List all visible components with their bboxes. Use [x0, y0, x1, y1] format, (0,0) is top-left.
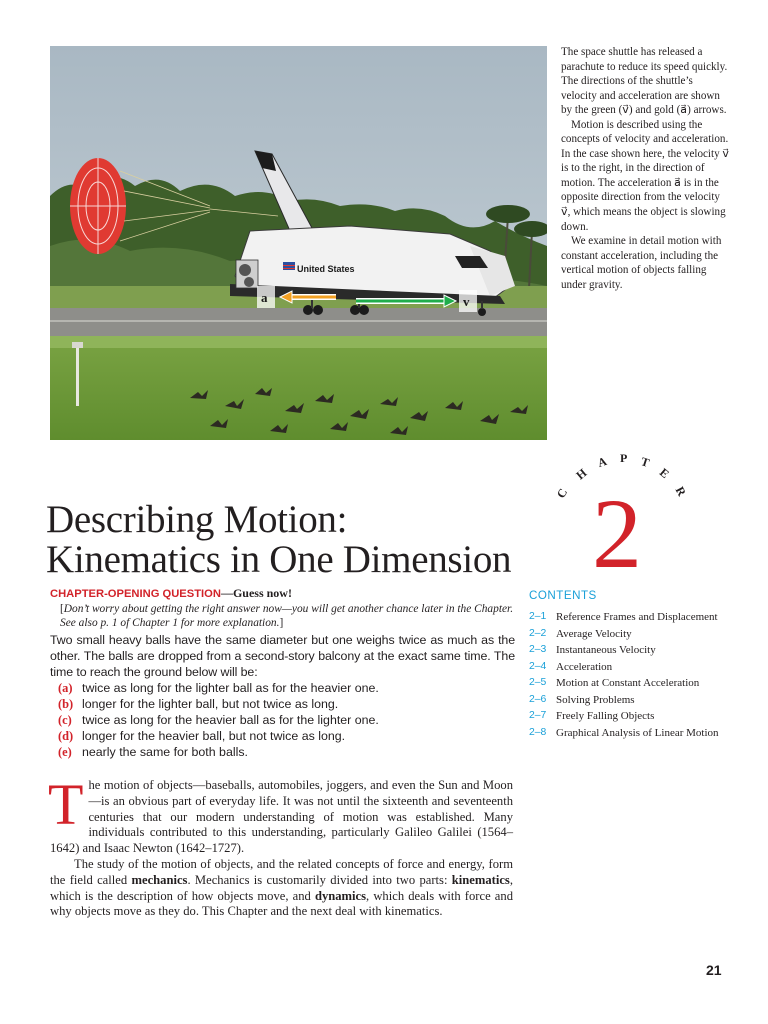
term-kinematics: kinematics [451, 872, 510, 887]
chapter-letter: P [620, 451, 628, 465]
toc-number: 2–5 [529, 677, 547, 688]
option-label: (d) [58, 729, 74, 743]
toc-number: 2–6 [529, 693, 547, 705]
orbiter-lettering: United States [297, 264, 355, 274]
chapter-letter: R [672, 484, 689, 499]
toc-item[interactable] [529, 661, 729, 674]
question-option [50, 696, 515, 712]
option-label: (e) [58, 745, 72, 759]
option-label: (b) [58, 697, 74, 711]
bracket-close: ] [279, 617, 284, 629]
term-dynamics: dynamics [314, 888, 367, 903]
option-label: (a) [58, 681, 73, 695]
contents-heading: CONTENTS [529, 589, 597, 602]
option-text: longer for the heavier ball, but not twice as long. [82, 729, 346, 743]
option-label: (c) [58, 713, 72, 727]
toc-item[interactable] [529, 611, 729, 624]
intro-text: , which deals with force and why objects move as they do. This Chapter and the next deal with kinematics. [50, 888, 513, 919]
intro-text: The study of the motion of objects, and the related concepts of force and energy, form the field called [50, 856, 513, 887]
question-note-text: Don’t worry about getting the right answer now—you will get another chance later in the Chapter. See also p. 1 of Chapter 1 for more explanation. [60, 603, 514, 629]
option-text: twice as long for the heavier ball as for the lighter one. [82, 713, 379, 727]
intro-paragraph-1-text: he motion of objects—baseballs, automobiles, joggers, and even the Sun and Moon—is an obvious part of everyday life. It was not until the sixteenth and seventeenth centuries that our modern understanding of motion was established. Many individuals contributed to this understanding, particularly Galileo Galilei (1564–1642) and Isaac Newton (1642–1727). [50, 778, 513, 856]
toc-title: Freely Falling Objects [556, 710, 655, 722]
guess-now-text: —Guess now! [220, 586, 292, 600]
caption-paragraph-2: Motion is described using the concepts of velocity and acceleration. In the case shown here, the velocity v⃗ is to the right, in the direction of motion. The acceleration a⃗ is in the opposite direction from the velocity v⃗, which means the object is slowing down. [561, 118, 729, 233]
toc-item[interactable] [529, 677, 729, 690]
bracket-open: [ [60, 603, 64, 615]
intro-paragraph-1 [48, 772, 513, 857]
toc-item[interactable] [529, 710, 729, 723]
drop-cap: T [48, 772, 84, 837]
toc-number: 2–7 [529, 710, 547, 721]
chapter-letter: C [553, 485, 571, 501]
option-text: nearly the same for both balls. [82, 745, 248, 759]
question-option [50, 728, 515, 744]
question-option [50, 712, 515, 728]
photo-caption [561, 45, 731, 292]
chapter-number: 2 [592, 478, 642, 589]
intro-text: , which is the description of how objects move, and [50, 872, 513, 903]
question-heading-text: CHAPTER-OPENING QUESTION [50, 588, 221, 600]
toc-title: Average Velocity [556, 627, 632, 640]
chapter-intro [48, 772, 513, 920]
intro-paragraph-2 [50, 857, 513, 920]
chapter-letter: T [639, 454, 652, 470]
chapter-title [46, 500, 586, 580]
caption-paragraph-1: The space shuttle has released a parachute to reduce its speed quickly. The directions of the shuttle’s velocity and acceleration are shown by the green (v⃗) and gold (a⃗) arrows. [561, 46, 728, 117]
question-option [50, 744, 515, 760]
chapter-title-line-2: Kinematics in One Dimension [46, 538, 512, 581]
option-text: twice as long for the lighter ball as for the heavier one. [82, 681, 379, 695]
toc-title: Motion at Constant Acceleration [556, 677, 700, 689]
toc-number: 2–8 [529, 726, 547, 738]
chapter-letter: E [656, 465, 672, 482]
toc-item[interactable] [529, 694, 729, 707]
toc-title: Solving Problems [556, 693, 635, 706]
chapter-title-line-1: Describing Motion: [46, 498, 348, 541]
chapter-letter: H [573, 465, 590, 483]
option-text: longer for the lighter ball, but not twice as long. [82, 697, 339, 711]
velocity-label: v⃗ [463, 294, 480, 309]
toc-title: Acceleration [556, 660, 613, 673]
question-option [50, 680, 515, 696]
chapter-photo-space-shuttle [50, 46, 547, 440]
chapter-contents [529, 589, 729, 743]
question-body: Two small heavy balls have the same diameter but one weighs twice as much as the other. The balls are dropped from a second-story balcony at the exact same time. The time to reach the ground below will be: [50, 633, 515, 679]
question-heading [50, 586, 515, 601]
caption-paragraph-3: We examine in detail motion with constant acceleration, including the vertical motion of objects falling under gravity. [561, 235, 722, 291]
toc-item[interactable] [529, 644, 729, 657]
toc-item[interactable] [529, 727, 729, 740]
page-number: 21 [706, 962, 722, 978]
toc-number: 2–2 [529, 627, 547, 639]
toc-number: 2–3 [529, 644, 547, 655]
toc-title: Reference Frames and Displacement [556, 611, 718, 623]
toc-number: 2–1 [529, 611, 547, 622]
chapter-letter: A [595, 454, 609, 471]
acceleration-label: a⃗ [261, 290, 278, 305]
intro-text: . Mechanics is customarily divided into two parts: [187, 872, 452, 887]
toc-title: Instantaneous Velocity [556, 644, 656, 656]
toc-item[interactable] [529, 628, 729, 641]
term-mechanics: mechanics [131, 872, 188, 887]
toc-title: Graphical Analysis of Linear Motion [556, 726, 719, 739]
space-shuttle-landing-illustration [50, 46, 547, 440]
question-note [60, 602, 515, 630]
chapter-opening-question [50, 586, 515, 760]
toc-number: 2–4 [529, 660, 547, 672]
question-options [50, 680, 515, 760]
